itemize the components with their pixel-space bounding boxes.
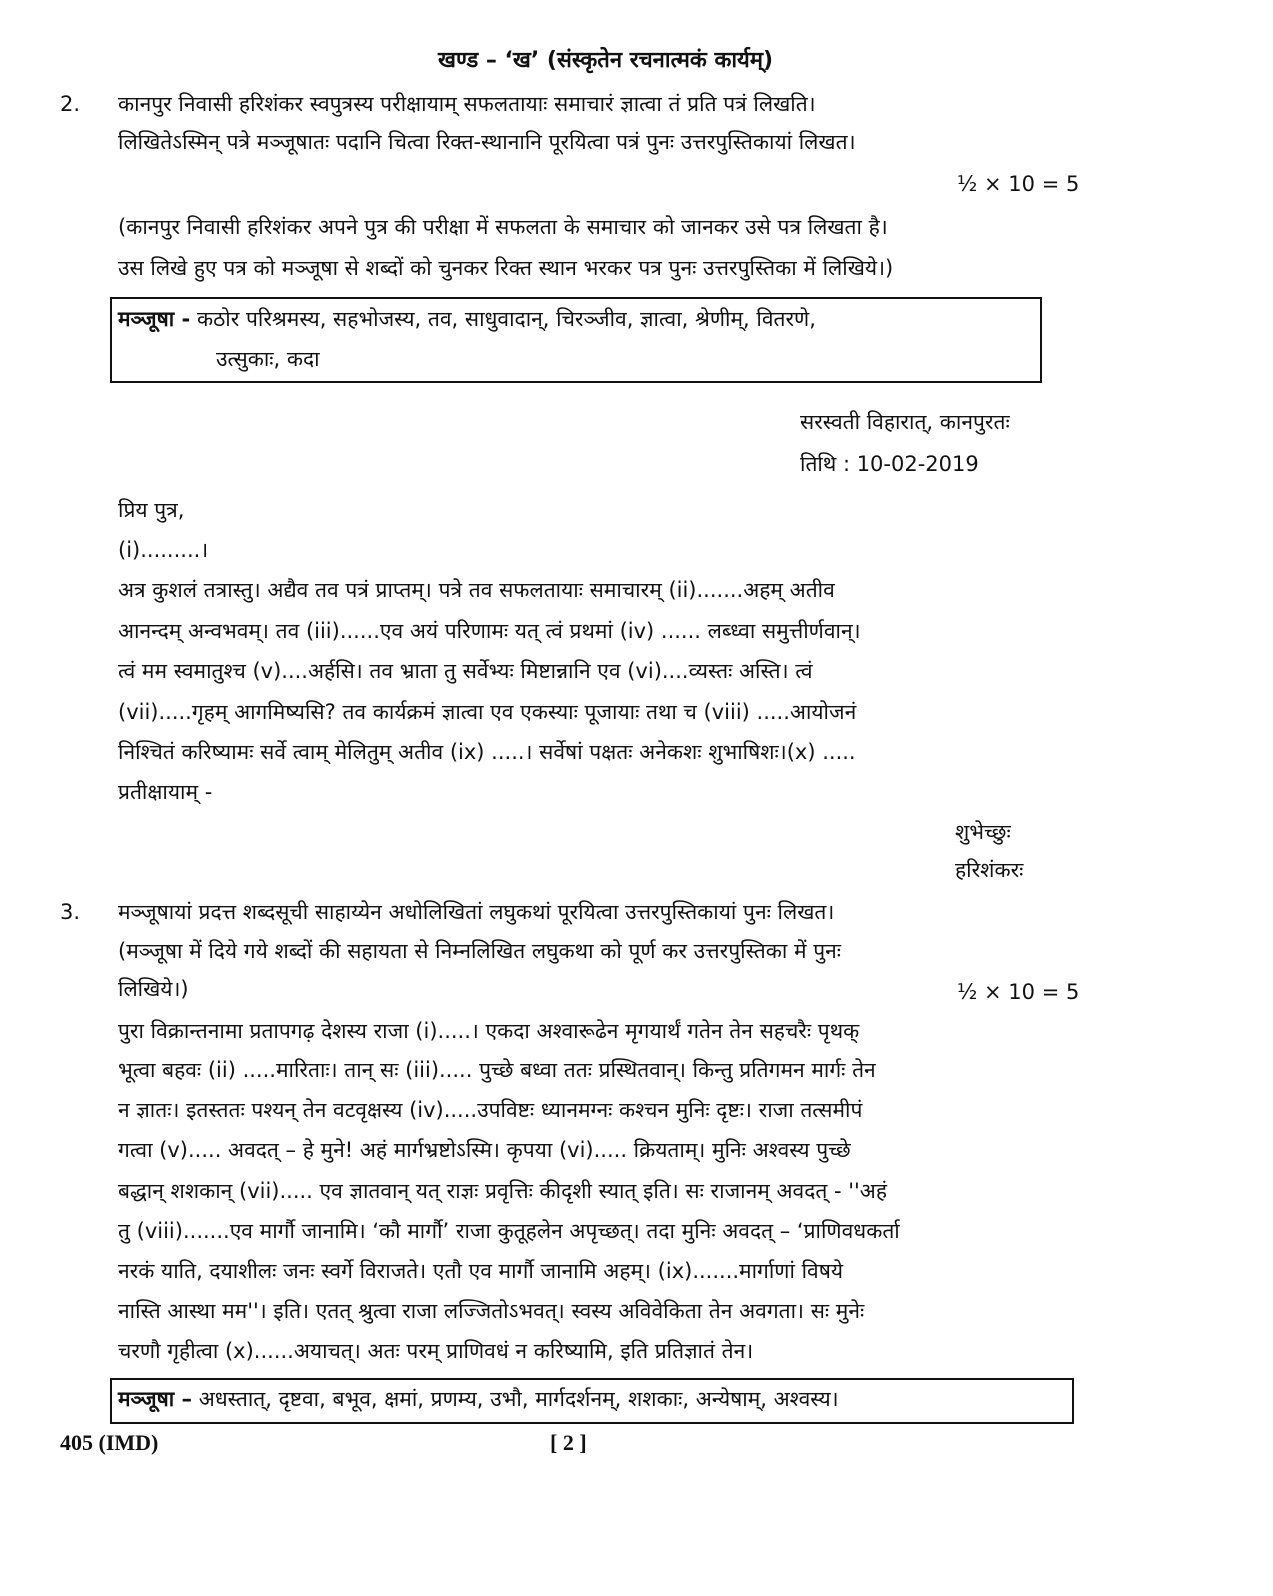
q3-marks: ½ × 10 = 5: [957, 980, 1080, 1004]
letter-line-2: आनन्दम् अन्वभवम्। तव (iii)......एव अयं परिणामः यत् त्वं प्रथमां (iv) ...... लब्ध्वा समुत्तीर्णवान्।: [118, 619, 861, 643]
letter-line-1: अत्र कुशलं तत्रास्तु। अद्यैव तव पत्रं प्राप्तम्। पत्रे तव सफलतायाः समाचारम् (ii).......अहम् अतीव: [118, 578, 835, 602]
q2-hindi-line-2: उस लिखे हुए पत्र को मञ्जूषा से शब्दों को चुनकर रिक्त स्थान भरकर पत्र पुनः उत्तरपुस्तिका में लिखिये।): [118, 256, 894, 280]
letter-line-3: त्वं मम स्वमातुश्च (v)....अर्हसि। तव भ्राता तु सर्वेभ्यः मिष्टान्नानि एव (vi)....व्यस्तः अस्ति। त्वं: [118, 659, 813, 683]
q2-marks: ½ × 10 = 5: [957, 172, 1080, 196]
q2-box-line-1: कठोर परिश्रमस्य, सहभोजस्य, तव, साधुवादान्, चिरञ्जीव, ज्ञात्वा, श्रेणीम्, वितरणे,: [196, 307, 816, 331]
story-line-6: तु (viii).......एव मार्गौ जानामि। ‘कौ मार्गौ’ राजा कुतूहलेन अपृच्छत्। तदा मुनिः अवदत् – ‘प्राणिवधकर्ता: [118, 1219, 900, 1243]
story-line-1: पुरा विक्रान्तनामा प्रतापगढ़ देशस्य राजा (i).....। एकदा अश्वारूढेन मृगयार्थं गतेन तेन सहचरैः पृथक्: [118, 1019, 860, 1043]
q3-number: 3.: [60, 900, 81, 924]
letter-line-4: (vii).....गृहम् आगमिष्यसि? तव कार्यक्रमं ज्ञात्वा एव एकस्याः पूजायाः तथा च (viii) .....आयोजनं: [118, 700, 857, 724]
letter-closing: शुभेच्छुः: [955, 820, 1011, 844]
story-line-8: नास्ति आस्था मम''। इति। एतत् श्रुत्वा राजा लज्जितोऽभवत्। स्वस्य अविवेकिता तेन अवगता। सः मुनेः: [118, 1299, 865, 1323]
letter-salutation: प्रिय पुत्र,: [118, 498, 185, 522]
q3-word-box: [110, 1378, 1074, 1424]
footer-paper-code: 405 (IMD): [60, 1430, 159, 1455]
story-line-5: बद्धान् शशकान् (vii)..... एव ज्ञातवान् यत् राज्ञः प्रवृत्तिः कीदृशी स्यात् इति। सः राजानम् अवदत् - ''अहं: [118, 1179, 887, 1203]
q3-instruction-line-1: मञ्जूषायां प्रदत्त शब्दसूची साहाय्येन अधोलिखितां लघुकथां पूरयित्वा उत्तरपुस्तिकायां पुनः लिखत।: [118, 900, 835, 924]
story-line-2: भूत्वा बहवः (ii) .....मारिताः। तान् सः (iii)..... पुच्छे बध्वा ततः प्रस्थितवान्। किन्तु प्रतिगमन मार्गः तेन: [118, 1058, 876, 1082]
q2-box-label: मञ्जूषा -: [118, 307, 191, 331]
story-line-4: गत्वा (v)..... अवदत् – हे मुने! अहं मार्गभ्रष्टोऽस्मि। कृपया (vi)..... क्रियताम्। मुनिः अश्वस्य पुच्छे: [118, 1138, 851, 1162]
story-line-3: न ज्ञातः। इतस्ततः पश्यन् तेन वटवृक्षस्य (iv).....उपविष्टः ध्यानमग्नः कश्चन मुनिः दृष्टः। राजा तत्समीपं: [118, 1098, 863, 1122]
letter-line-5: निश्चितं करिष्यामः सर्वे त्वाम् मेलितुम् अतीव (ix) .....। सर्वेषां पक्षतः अनेकशः शुभाषिशः।(x) .....: [118, 740, 856, 764]
q2-instruction-line-2: लिखितेऽस्मिन् पत्रे मञ्जूषातः पदानि चित्वा रिक्त-स्थानानि पूरयित्वा पत्रं पुनः उत्तरपुस्तिकायां लिखत।: [118, 130, 856, 154]
q3-instruction-line-2: (मञ्जूषा में दिये गये शब्दों की सहायता से निम्नलिखित लघुकथा को पूर्ण कर उत्तरपुस्तिका में पुनः: [118, 939, 842, 963]
q2-number: 2.: [60, 92, 81, 116]
letter-line-6: प्रतीक्षायाम् -: [118, 780, 213, 804]
letter-blank-i: (i).........।: [118, 538, 209, 562]
q3-box-words: अधस्तात्, दृष्टवा, बभूव, क्षमां, प्रणम्य, उभौ, मार्गदर्शनम्, शशकाः, अन्येषाम्, अश्वस्य।: [198, 1387, 839, 1411]
section-title: खण्ड – ‘ख’ (संस्कृतेन रचनात्मकं कार्यम्): [438, 48, 774, 73]
q2-instruction-line-1: कानपुर निवासी हरिशंकर स्वपुत्रस्य परीक्षायाम् सफलतायाः समाचारं ज्ञात्वा तं प्रति पत्रं लिखति।: [118, 92, 816, 116]
story-line-9: चरणौ गृहीत्वा (x)......अयाचत्। अतः परम् प्राणिवधं न करिष्यामि, इति प्रतिज्ञातं तेन।: [118, 1339, 754, 1363]
letter-date: तिथि : 10-02-2019: [800, 452, 979, 476]
story-line-7: नरकं याति, दयाशीलः जनः स्वर्गे विराजते। एतौ एव मार्गौ जानामि अहम्। (ix).......मार्गाणां विषये: [118, 1259, 844, 1283]
q3-box-label: मञ्जूषा –: [118, 1387, 193, 1411]
letter-address: सरस्वती विहारात्, कानपुरतः: [800, 410, 1010, 434]
q2-hindi-line-1: (कानपुर निवासी हरिशंकर अपने पुत्र की परीक्षा में सफलता के समाचार को जानकर उसे पत्र लिखता है।: [118, 215, 888, 239]
footer-page-number: [ 2 ]: [550, 1430, 587, 1455]
q3-instruction-line-3: लिखिये।): [118, 977, 189, 1001]
letter-signature: हरिशंकरः: [955, 858, 1024, 882]
q2-word-box: [110, 297, 1042, 383]
q2-box-line-2: उत्सुकाः, कदा: [216, 347, 320, 371]
